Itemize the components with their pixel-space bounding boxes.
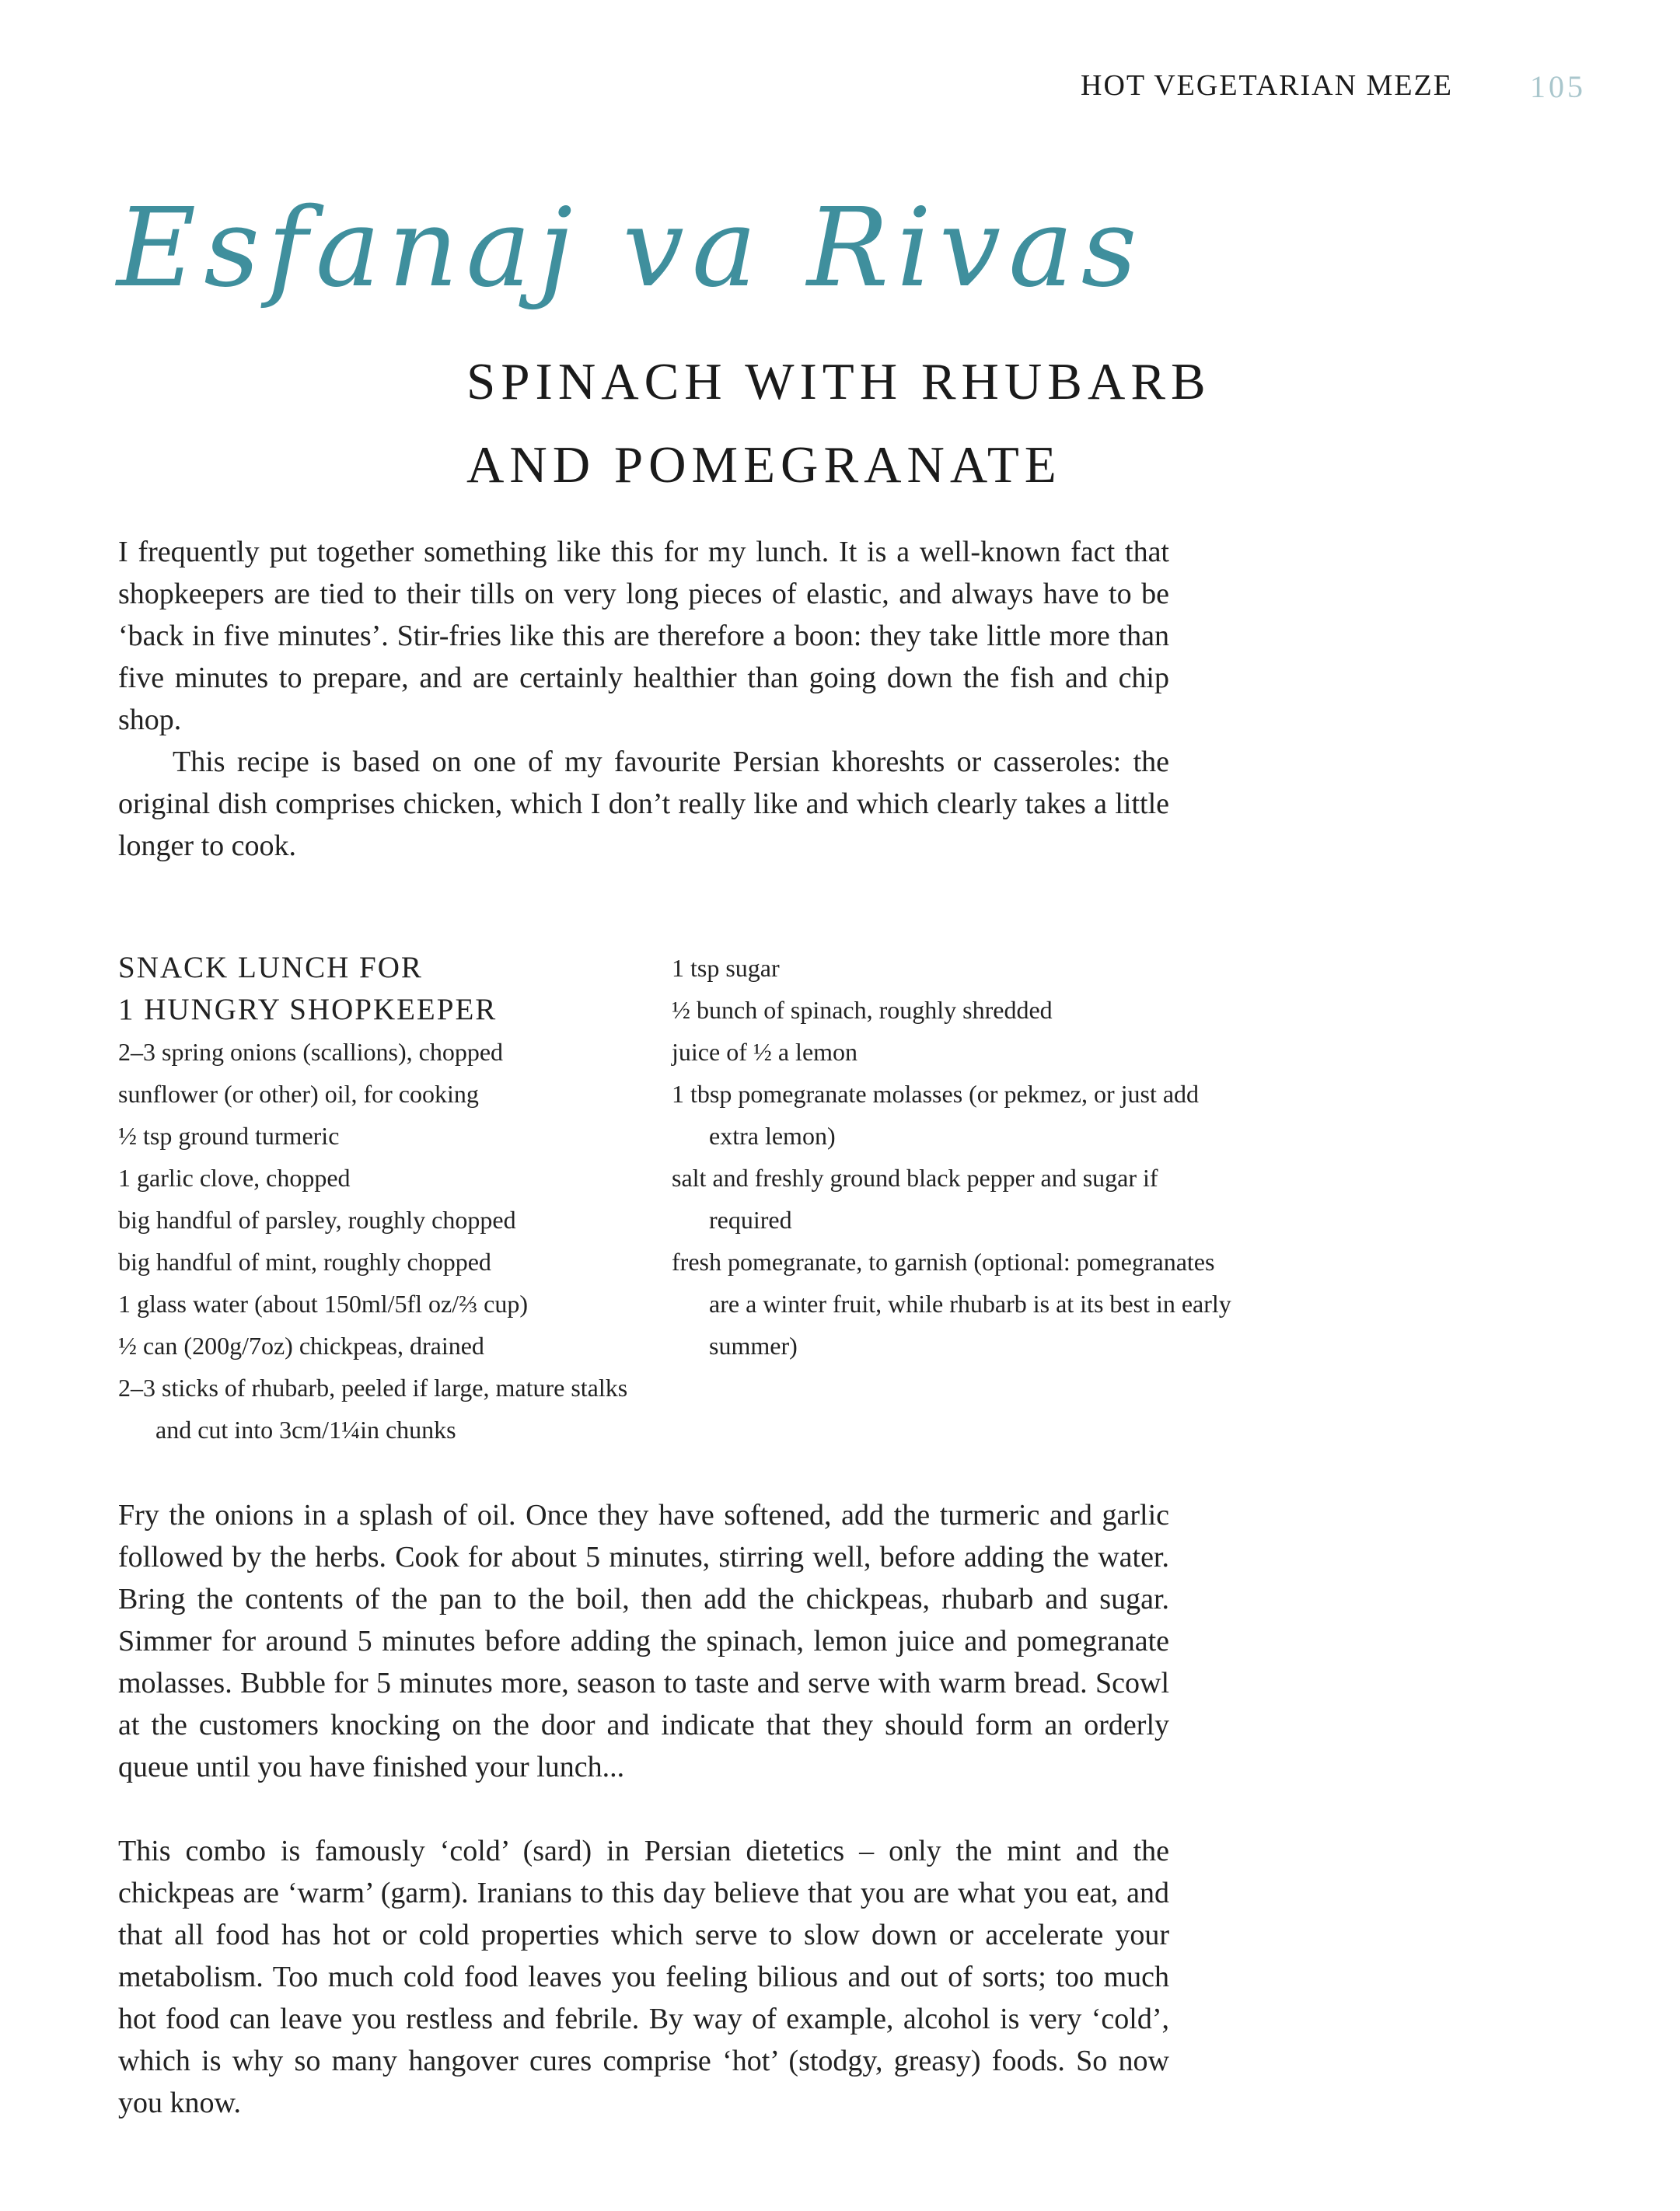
ingredient-item: 2–3 spring onions (scallions), chopped <box>118 1038 504 1066</box>
page-number: 105 <box>1530 69 1586 104</box>
ingredient-item: 1 garlic clove, chopped <box>118 1164 351 1192</box>
ingredient-item: 1 tbsp pomegranate molasses (or pekmez, or just add extra lemon) <box>672 1080 1200 1150</box>
ingredient-item: 2–3 sticks of rhubarb, peeled if large, mature stalks and cut into 3cm/1¼in chunks <box>118 1374 628 1444</box>
intro-paragraph-2: This recipe is based on one of my favourite Persian khoreshts or casseroles: the original dish comprises chicken, which I don’t really like and which clearly takes a little longer to cook. <box>118 746 1169 862</box>
ingredient-item: big handful of parsley, roughly chopped <box>118 1206 516 1234</box>
method-text <box>118 1494 1169 1788</box>
serves-line-2: 1 HUNGRY SHOPKEEPER <box>118 993 498 1026</box>
serves-line-1: SNACK LUNCH FOR <box>118 951 423 984</box>
ingredient-item: salt and freshly ground black pepper and sugar if required <box>672 1164 1158 1234</box>
ingredient-list-left <box>118 1031 662 1451</box>
ingredient-item: fresh pomegranate, to garnish (optional: pomegranates are a winter fruit, while rhubarb is at its best in early summer) <box>672 1248 1231 1360</box>
persian-title: Esfanaj va Rivas <box>117 185 1145 312</box>
note-text <box>118 1830 1169 2124</box>
recipe-title <box>466 341 1211 507</box>
ingredient-item: big handful of mint, roughly chopped <box>118 1248 491 1276</box>
ingredient-item: juice of ½ a lemon <box>672 1038 858 1066</box>
method-paragraph: Fry the onions in a splash of oil. Once they have softened, add the turmeric and garlic followed by the herbs. Cook for about 5 minutes, stirring well, before adding the water. Bring the contents of the pan to the boil, then add the chickpeas, rhubarb and sugar. Simmer for around 5 minutes before adding the spinach, lemon juice and pomegranate molasses. Bubble for 5 minutes more, season to taste and serve with warm bread. Scowl at the customers knocking on the door and indicate that they should form an orderly queue until you have finished your lunch... <box>118 1499 1169 1783</box>
ingredient-item: ½ bunch of spinach, roughly shredded <box>672 996 1053 1024</box>
ingredients-column-right <box>672 947 1231 1367</box>
running-head: HOT VEGETARIAN MEZE <box>1081 69 1453 102</box>
intro-text <box>118 531 1169 867</box>
recipe-title-line-2: AND POMEGRANATE <box>466 436 1062 494</box>
ingredient-item: ½ can (200g/7oz) chickpeas, drained <box>118 1332 484 1360</box>
ingredient-item: ½ tsp ground turmeric <box>118 1122 340 1150</box>
ingredients-column-left <box>118 947 662 1451</box>
ingredient-item: sunflower (or other) oil, for cooking <box>118 1080 479 1108</box>
note-paragraph: This combo is famously ‘cold’ (sard) in Persian dietetics – only the mint and the chickpeas are ‘warm’ (garm). Iranians to this day believe that you are what you eat, and that all food has hot or cold properties which serve to slow down or accelerate your metabolism. Too much cold food leaves you feeling bilious and out of sorts; too much hot food can leave you restless and febrile. By way of example, alcohol is very ‘cold’, which is why so many hangover cures comprise ‘hot’ (stodgy, greasy) foods. So now you know. <box>118 1835 1169 2119</box>
intro-paragraph-1: I frequently put together something like this for my lunch. It is a well-known fact that shopkeepers are tied to their tills on very long pieces of elastic, and always have to be ‘back in five minutes’. Stir-fries like this are therefore a boon: they take little more than five minutes to prepare, and are certainly healthier than going down the fish and chip shop. <box>118 536 1169 736</box>
recipe-title-line-1: SPINACH WITH RHUBARB <box>466 353 1211 410</box>
ingredient-list-right <box>672 947 1231 1367</box>
ingredient-item: 1 tsp sugar <box>672 954 780 982</box>
ingredient-item: 1 glass water (about 150ml/5fl oz/⅔ cup) <box>118 1290 528 1318</box>
